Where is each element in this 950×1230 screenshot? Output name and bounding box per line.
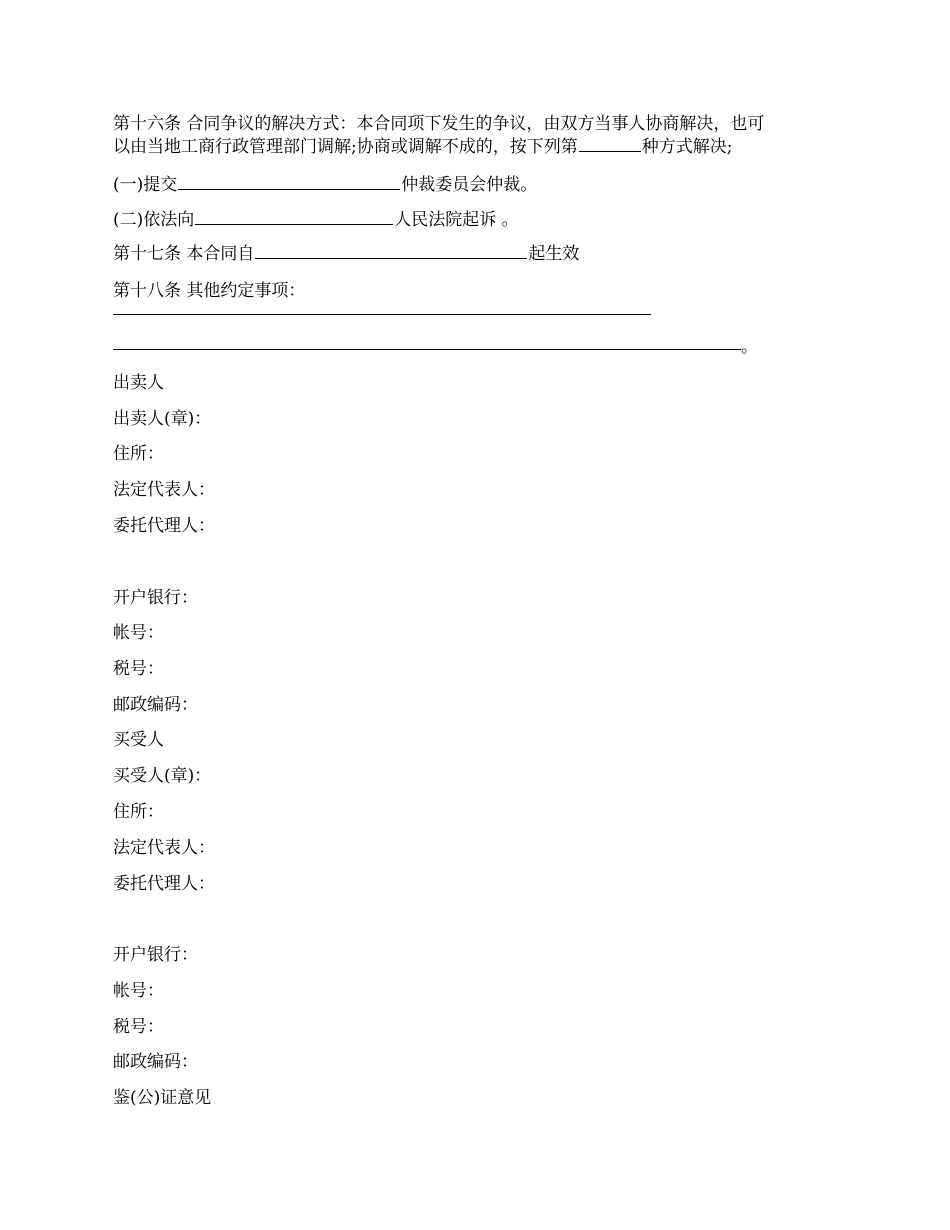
seller-seal-label: 出卖人(章)： — [113, 409, 212, 429]
buyer-seal — [113, 765, 211, 787]
buyer-address-label: 住所： — [113, 802, 164, 822]
seller-heading-text: 出卖人 — [113, 373, 164, 393]
option-2-prefix: (二)依法向 — [113, 210, 195, 230]
option-2-suffix: 人民法院起诉 。 — [394, 210, 519, 230]
other-terms-line-2[interactable] — [113, 349, 741, 350]
buyer-account — [113, 980, 164, 1002]
end-period: 。 — [741, 337, 758, 357]
buyer-legal-rep — [113, 837, 215, 859]
buyer-bank-label: 开户银行： — [113, 945, 198, 965]
other-terms-line-1[interactable] — [113, 314, 651, 315]
seller-postcode-label: 邮政编码： — [113, 695, 198, 715]
method-number-blank[interactable] — [579, 135, 641, 152]
seller-bank-label: 开户银行： — [113, 588, 198, 608]
arbitration-committee-blank[interactable] — [178, 173, 400, 190]
seller-agent — [113, 515, 215, 537]
clause-16-text: 第十六条 合同争议的解决方式：本合同项下发生的争议，由双方当事人协商解决，也可 — [113, 114, 765, 134]
buyer-tax-no — [113, 1016, 164, 1038]
buyer-bank — [113, 944, 198, 966]
buyer-heading — [113, 729, 164, 751]
clause-18-end — [741, 336, 758, 358]
clause-16-text-before-blank: 以由当地工商行政管理部门调解;协商或调解不成的，按下列第 — [113, 137, 578, 157]
clause-16-line-2 — [113, 135, 732, 158]
clause-18-text: 第十八条 其他约定事项： — [113, 281, 306, 301]
option-1-suffix: 仲裁委员会仲裁。 — [401, 175, 538, 195]
clause-16-line-1 — [113, 113, 764, 135]
seller-bank — [113, 587, 198, 609]
buyer-tax-no-label: 税号： — [113, 1017, 164, 1037]
notary-opinion-heading — [113, 1087, 211, 1109]
seller-agent-label: 委托代理人： — [113, 516, 215, 536]
option-arbitration — [113, 173, 537, 196]
seller-legal-rep-label: 法定代表人： — [113, 480, 215, 500]
seller-seal — [113, 408, 211, 430]
clause-18-label — [113, 280, 305, 302]
seller-tax-no — [113, 658, 164, 680]
buyer-agent-label: 委托代理人： — [113, 874, 215, 894]
buyer-postcode — [113, 1051, 198, 1073]
clause-17 — [113, 242, 579, 265]
clause-17-suffix: 起生效 — [528, 244, 580, 264]
buyer-legal-rep-label: 法定代表人： — [113, 838, 215, 858]
option-1-prefix: (一)提交 — [113, 175, 178, 195]
seller-account-label: 帐号： — [113, 623, 164, 643]
buyer-heading-text: 买受人 — [113, 730, 164, 750]
buyer-address — [113, 801, 164, 823]
buyer-postcode-label: 邮政编码： — [113, 1052, 198, 1072]
notary-opinion-text: 鉴(公)证意见 — [113, 1088, 212, 1108]
effective-date-blank[interactable] — [255, 242, 527, 259]
seller-heading — [113, 372, 164, 394]
buyer-account-label: 帐号： — [113, 981, 164, 1001]
seller-tax-no-label: 税号： — [113, 659, 164, 679]
seller-address-label: 住所： — [113, 444, 164, 464]
seller-account — [113, 622, 164, 644]
buyer-agent — [113, 873, 215, 895]
buyer-seal-label: 买受人(章)： — [113, 766, 212, 786]
court-name-blank[interactable] — [195, 208, 393, 225]
option-litigation — [113, 208, 519, 231]
seller-postcode — [113, 694, 198, 716]
seller-legal-rep — [113, 479, 215, 501]
clause-16-text-after-blank: 种方式解决; — [641, 137, 733, 157]
seller-address — [113, 443, 164, 465]
clause-17-prefix: 第十七条 本合同自 — [113, 244, 255, 264]
